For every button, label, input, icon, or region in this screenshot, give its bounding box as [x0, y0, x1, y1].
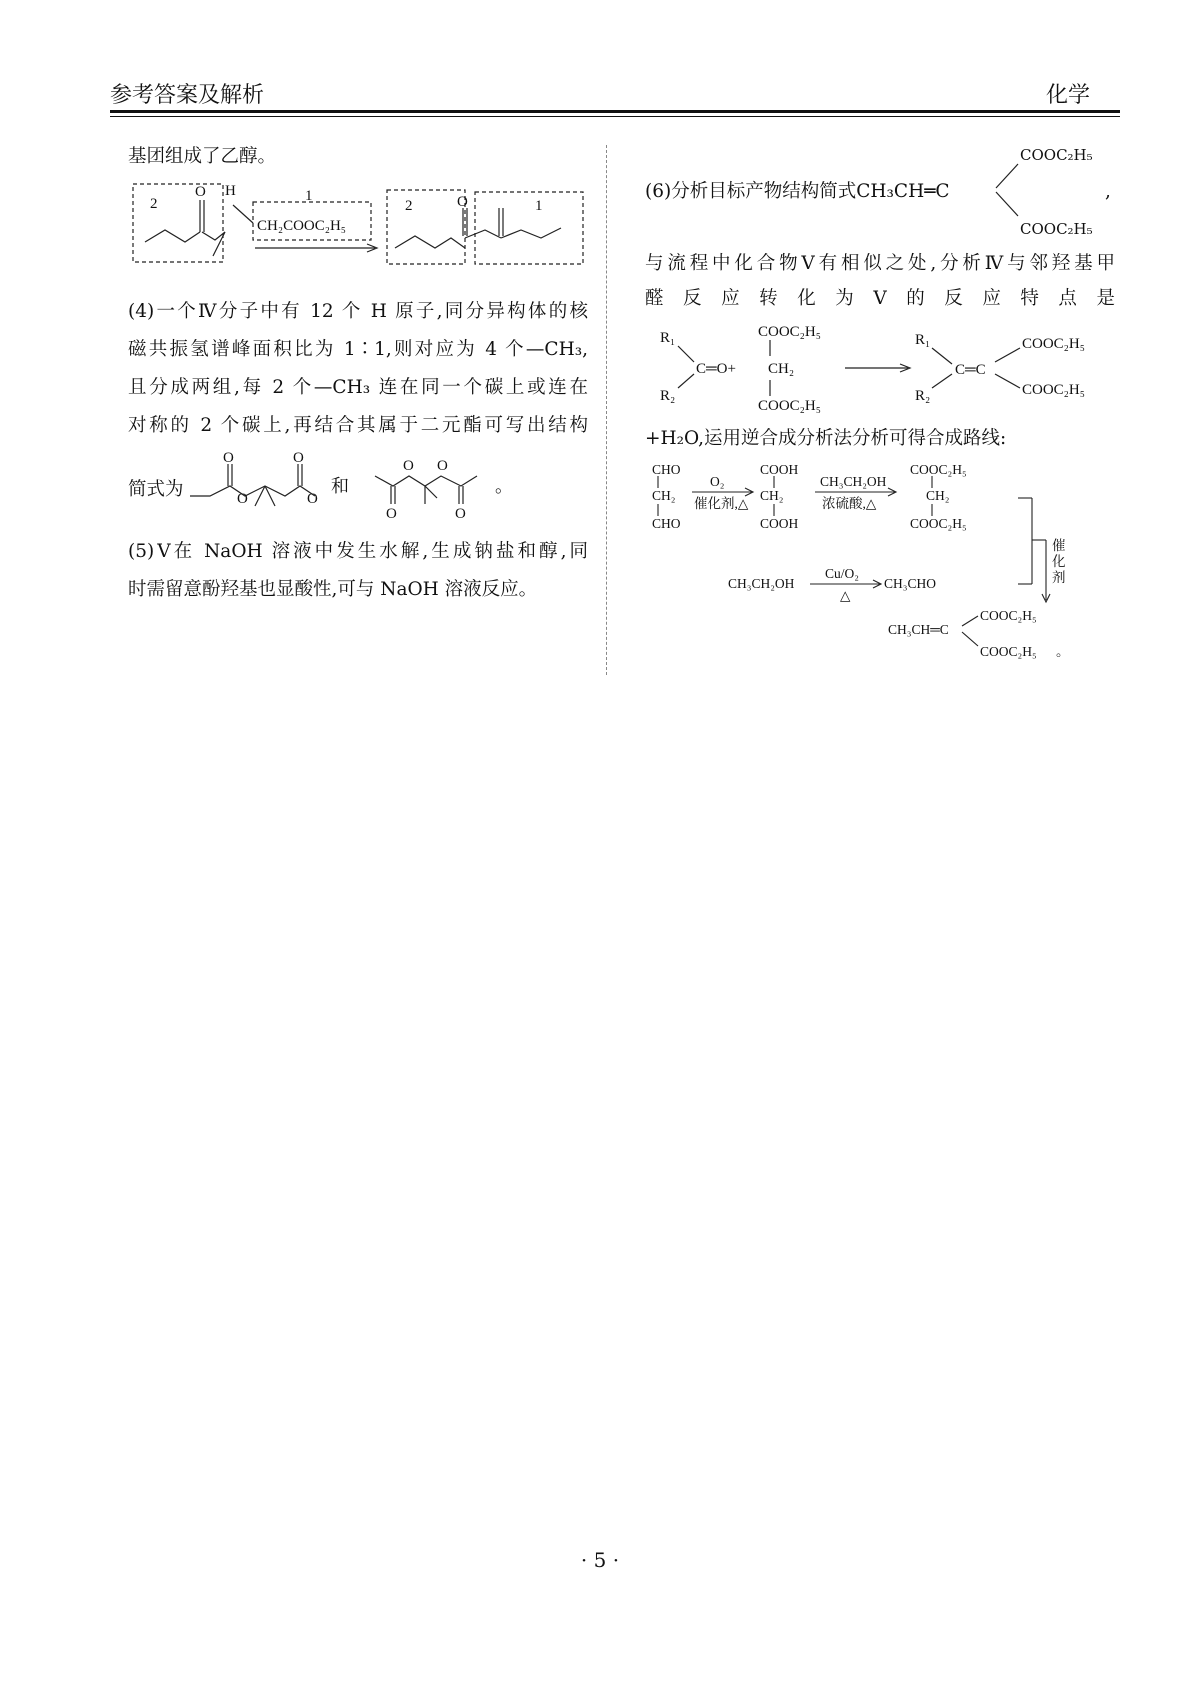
- end-mark: 。: [495, 476, 513, 496]
- target-substituent-bottom: COOC₂H₅: [1020, 220, 1093, 238]
- o-label: O: [437, 458, 448, 474]
- synthesis-route: [650, 460, 1120, 670]
- ester-bottom: COOC₂H₅: [758, 398, 821, 414]
- route-b-right: CH₃CHO: [884, 576, 936, 591]
- target-substituent-top: COOC₂H₅: [1020, 146, 1093, 164]
- o-label: O: [237, 491, 248, 507]
- o-label: O: [307, 491, 318, 507]
- route-a2-top: CH₃CH₂OH: [820, 474, 887, 489]
- o-label: O: [223, 450, 234, 466]
- paragraph-5-line1: (5)Ⅴ在 NaOH 溶液中发生水解,生成钠盐和醇,同: [128, 541, 588, 562]
- paragraph-4-line1: (4)一个Ⅳ分子中有 12 个 H 原子,同分异构体的核: [128, 301, 588, 322]
- route-s2-top: COOH: [760, 462, 799, 477]
- route-a1-bot: 催化剂,△: [694, 496, 749, 511]
- route-a2-bot: 浓硫酸,△: [822, 496, 877, 511]
- label-group-2: 2: [150, 196, 158, 212]
- route-final-end: 。: [1056, 644, 1070, 659]
- route-final-left: CH₃CH═C: [888, 622, 949, 637]
- alkene-core: C═C: [955, 362, 986, 378]
- route-s3-mid: CH₂: [926, 488, 950, 503]
- carbonyl: C═O+: [696, 361, 736, 377]
- column-divider: [606, 145, 607, 675]
- route-b-bot: △: [840, 588, 851, 603]
- header-subject: 化学: [1045, 83, 1090, 108]
- structure-prefix: 简式为: [128, 479, 184, 500]
- page-number: · 5 ·: [580, 1548, 620, 1572]
- route-catalyst-3: 剂: [1052, 570, 1066, 585]
- route-a1-top: O₂: [710, 474, 725, 489]
- header-rule: [110, 110, 1120, 113]
- route-s2-mid: CH₂: [760, 488, 784, 503]
- o-label: O: [293, 450, 304, 466]
- ester-top: COOC₂H₅: [758, 324, 821, 340]
- condensation-reaction: [650, 318, 1120, 428]
- paragraph-4-line2: 磁共振氢谱峰面积比为 1∶1,则对应为 4 个—CH₃,: [128, 339, 588, 360]
- product-ester-bottom: COOC₂H₅: [1022, 382, 1085, 398]
- header-title: 参考答案及解析: [110, 83, 265, 108]
- label-group-1: 1: [305, 188, 313, 204]
- o-label: O: [386, 506, 397, 518]
- paragraph-intro: 基团组成了乙醇。: [128, 146, 277, 167]
- route-final-top: COOC₂H₅: [980, 608, 1037, 623]
- r1: R₁: [660, 330, 676, 346]
- r2: R₂: [660, 388, 676, 404]
- label-h: H: [225, 183, 236, 199]
- paragraph-6-line2: 与流程中化合物Ⅴ有相似之处,分析Ⅳ与邻羟基甲: [645, 253, 1115, 274]
- route-s3-bot: COOC₂H₅: [910, 516, 967, 531]
- and-word: 和: [331, 476, 349, 496]
- paragraph-4-line3: 且分成两组,每 2 个—CH₃ 连在同一个碳上或连在: [128, 377, 588, 398]
- route-b-top: Cu/O₂: [825, 566, 859, 581]
- carbonyl-o-b: O: [457, 194, 468, 210]
- o-label: O: [403, 458, 414, 474]
- paragraph-5-line2: 时需留意酚羟基也显酸性,可与 NaOH 溶液反应。: [128, 579, 538, 600]
- fragment-ester: CH₂COOC₂H₅: [257, 218, 347, 234]
- paragraph-6-line4: +H₂O,运用逆合成分析法分析可得合成路线:: [645, 428, 1007, 449]
- route-catalyst-1: 催: [1052, 538, 1066, 553]
- r1-product: R₁: [915, 332, 931, 348]
- paragraph-6-line1: (6)分析目标产物结构简式CH₃CH═C: [645, 181, 950, 202]
- o-label: O: [455, 506, 466, 518]
- methylene: CH₂: [768, 361, 795, 377]
- r2-product: R₂: [915, 388, 931, 404]
- isomer-structures: [185, 448, 530, 518]
- label-group-2b: 2: [405, 198, 413, 214]
- carbonyl-o: O: [195, 184, 206, 200]
- route-s3-top: COOC₂H₅: [910, 462, 967, 477]
- paragraph-4-line4: 对称的 2 个碳上,再结合其属于二元酯可写出结构: [128, 415, 588, 436]
- route-final-bottom: COOC₂H₅: [980, 644, 1037, 659]
- label-group-1b: 1: [535, 198, 543, 214]
- comma: ,: [1105, 181, 1111, 202]
- paragraph-6-line3: 醛反应转化为Ⅴ的反应特点是: [645, 288, 1115, 309]
- route-s1-bot: CHO: [652, 516, 681, 531]
- route-s1-top: CHO: [652, 462, 681, 477]
- product-ester-top: COOC₂H₅: [1022, 336, 1085, 352]
- header-rule-thin: [110, 116, 1120, 117]
- route-s2-bot: COOH: [760, 516, 799, 531]
- route-s1-mid: CH₂: [652, 488, 676, 503]
- ester-cleavage-diagram: [125, 178, 595, 278]
- route-b-left: CH₃CH₂OH: [728, 576, 795, 591]
- route-catalyst-2: 化: [1052, 554, 1066, 569]
- target-bonds: [990, 160, 1030, 220]
